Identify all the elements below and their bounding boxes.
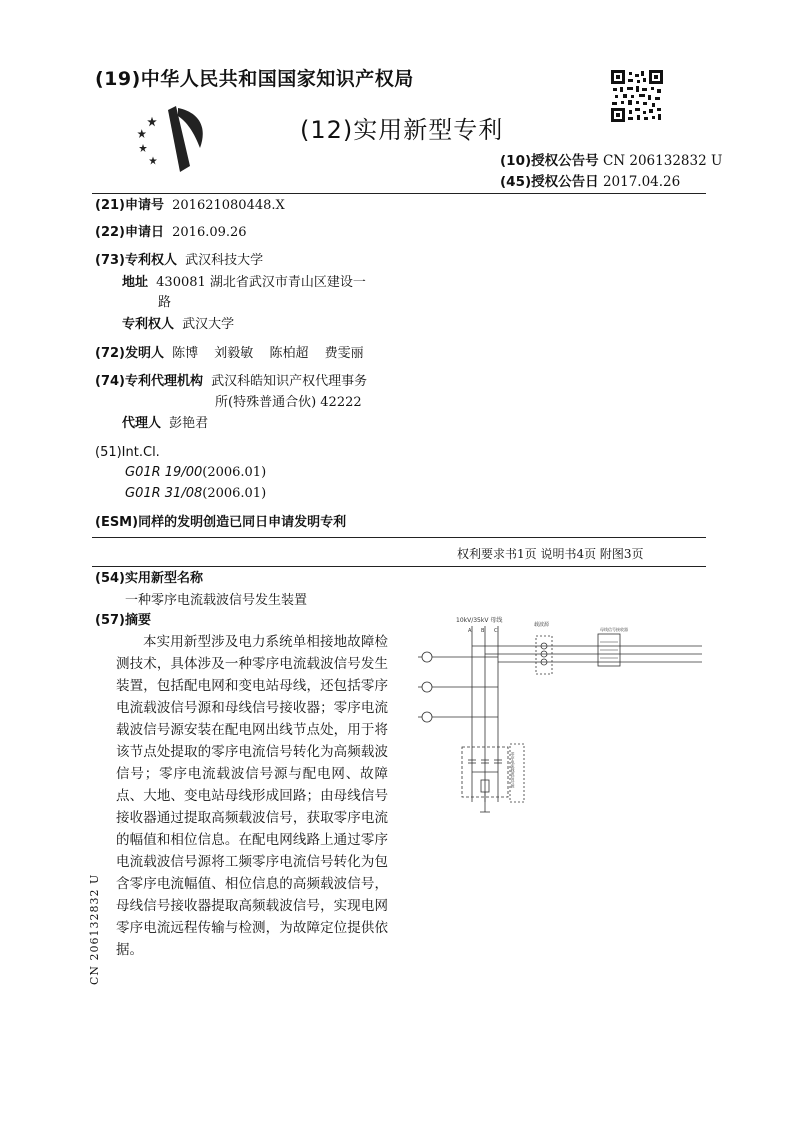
title-label: (54)实用新型名称 [95, 571, 203, 586]
qr-code [611, 70, 663, 122]
agency-line-1: 武汉科皓知识产权代理事务 [211, 374, 368, 389]
office-name: (19)中华人民共和国国家知识产权局 [95, 68, 414, 90]
summary-divider [92, 566, 706, 567]
inventors-label: (72)发明人 [95, 346, 164, 361]
abstract-label: (57)摘要 [95, 613, 151, 628]
bus-label: 10kV/35kV 母线 [456, 617, 503, 624]
agent-row [122, 415, 208, 433]
agent: 彭艳君 [169, 416, 209, 431]
address-label: 地址 [122, 275, 149, 290]
filing-date-row [95, 224, 247, 242]
source-label: 载波源 [534, 622, 550, 628]
esm-note: (ESM)同样的发明创造已同日申请发明专利 [95, 515, 347, 530]
intcl-2-code: G01R 31/08 [125, 486, 203, 501]
circuit-figure [410, 612, 706, 822]
pub-number: CN 206132832 U [602, 153, 723, 169]
box-label: 零序电流载波信号源 [510, 752, 516, 788]
header-divider [92, 193, 706, 194]
agency-label: (74)专利代理机构 [95, 374, 203, 389]
side-pub-number: CN 206132832 U [88, 873, 101, 985]
agency-row [95, 373, 367, 391]
intcl-label: (51)Int.Cl. [95, 445, 160, 460]
patentee: 武汉科技大学 [185, 253, 264, 268]
phase-b: B [481, 628, 485, 634]
agent-label: 代理人 [122, 416, 162, 431]
receiver-label: 母线信号接收器 [600, 627, 628, 632]
utility-title: 一种零序电流载波信号发生装置 [125, 593, 308, 608]
filing-date: 2016.09.26 [172, 225, 247, 240]
address-line-2: 路 [158, 295, 172, 310]
phase-a: A [468, 628, 472, 634]
pub-date: 2017.04.26 [602, 174, 681, 190]
patentee-row [95, 252, 263, 270]
patentee-label: (73)专利权人 [95, 253, 177, 268]
app-number-label: (21)申请号 [95, 198, 164, 213]
pub-number-label: (10)授权公告号 [500, 153, 599, 169]
address-line-1: 430081 湖北省武汉市青山区建设一 [156, 275, 366, 290]
pub-date-label: (45)授权公告日 [500, 174, 599, 190]
pages-summary: 权利要求书1页 说明书4页 附图3页 [457, 547, 644, 561]
pub-date-row [500, 173, 680, 191]
intcl-2 [125, 485, 266, 503]
address-row [122, 274, 366, 292]
app-number-row [95, 197, 285, 215]
app-number: 201621080448.X [172, 198, 285, 213]
inventor-2: 刘毅敏 [214, 346, 254, 361]
patentee2-row [122, 316, 234, 334]
inventor-3: 陈柏超 [269, 346, 309, 361]
biblio-divider [92, 537, 706, 538]
inventor-1: 陈博 [172, 346, 199, 361]
phase-c: C [494, 628, 498, 634]
intcl-1-year: (2006.01) [202, 465, 267, 480]
patentee2-label: 专利权人 [122, 317, 175, 332]
filing-date-label: (22)申请日 [95, 225, 164, 240]
intcl-2-year: (2006.01) [202, 486, 267, 501]
agency-line-2: 所(特殊普通合伙) 42222 [215, 395, 362, 410]
inventors-row [95, 345, 364, 363]
intcl-1 [125, 464, 266, 482]
pub-number-row [500, 152, 722, 170]
patent-type-title: (12)实用新型专利 [300, 116, 504, 144]
inventor-4: 费雯丽 [324, 346, 364, 361]
abstract-text: 本实用新型涉及电力系统单相接地故障检测技术，具体涉及一种零序电流载波信号发生装置，包括配电网和变电站母线，还包括零序电流载波信号源和母线信号接收器；零序电流载波信号源安装在配电网出线节点处，用于将该节点处提取的零序电流信号转化为高频载波信号；零序电流载波信号源与配电网、故障点、大地、变电站母线形成回路；由母线信号接收器通过提取高频载波信号，获取零序电流的幅值和相位信息。在配电网线路上通过零序电流载波信号源将工频零序电流信号转化为包含零序电流幅值、相位信息的高频载波信号，母线信号接收器提取高频载波信号，实现电网零序电流远程传输与检测，为故障定位提供依据。 [116, 634, 388, 958]
cnipa-logo [128, 100, 218, 176]
patentee2: 武汉大学 [182, 317, 235, 332]
intcl-1-code: G01R 19/00 [125, 465, 203, 480]
